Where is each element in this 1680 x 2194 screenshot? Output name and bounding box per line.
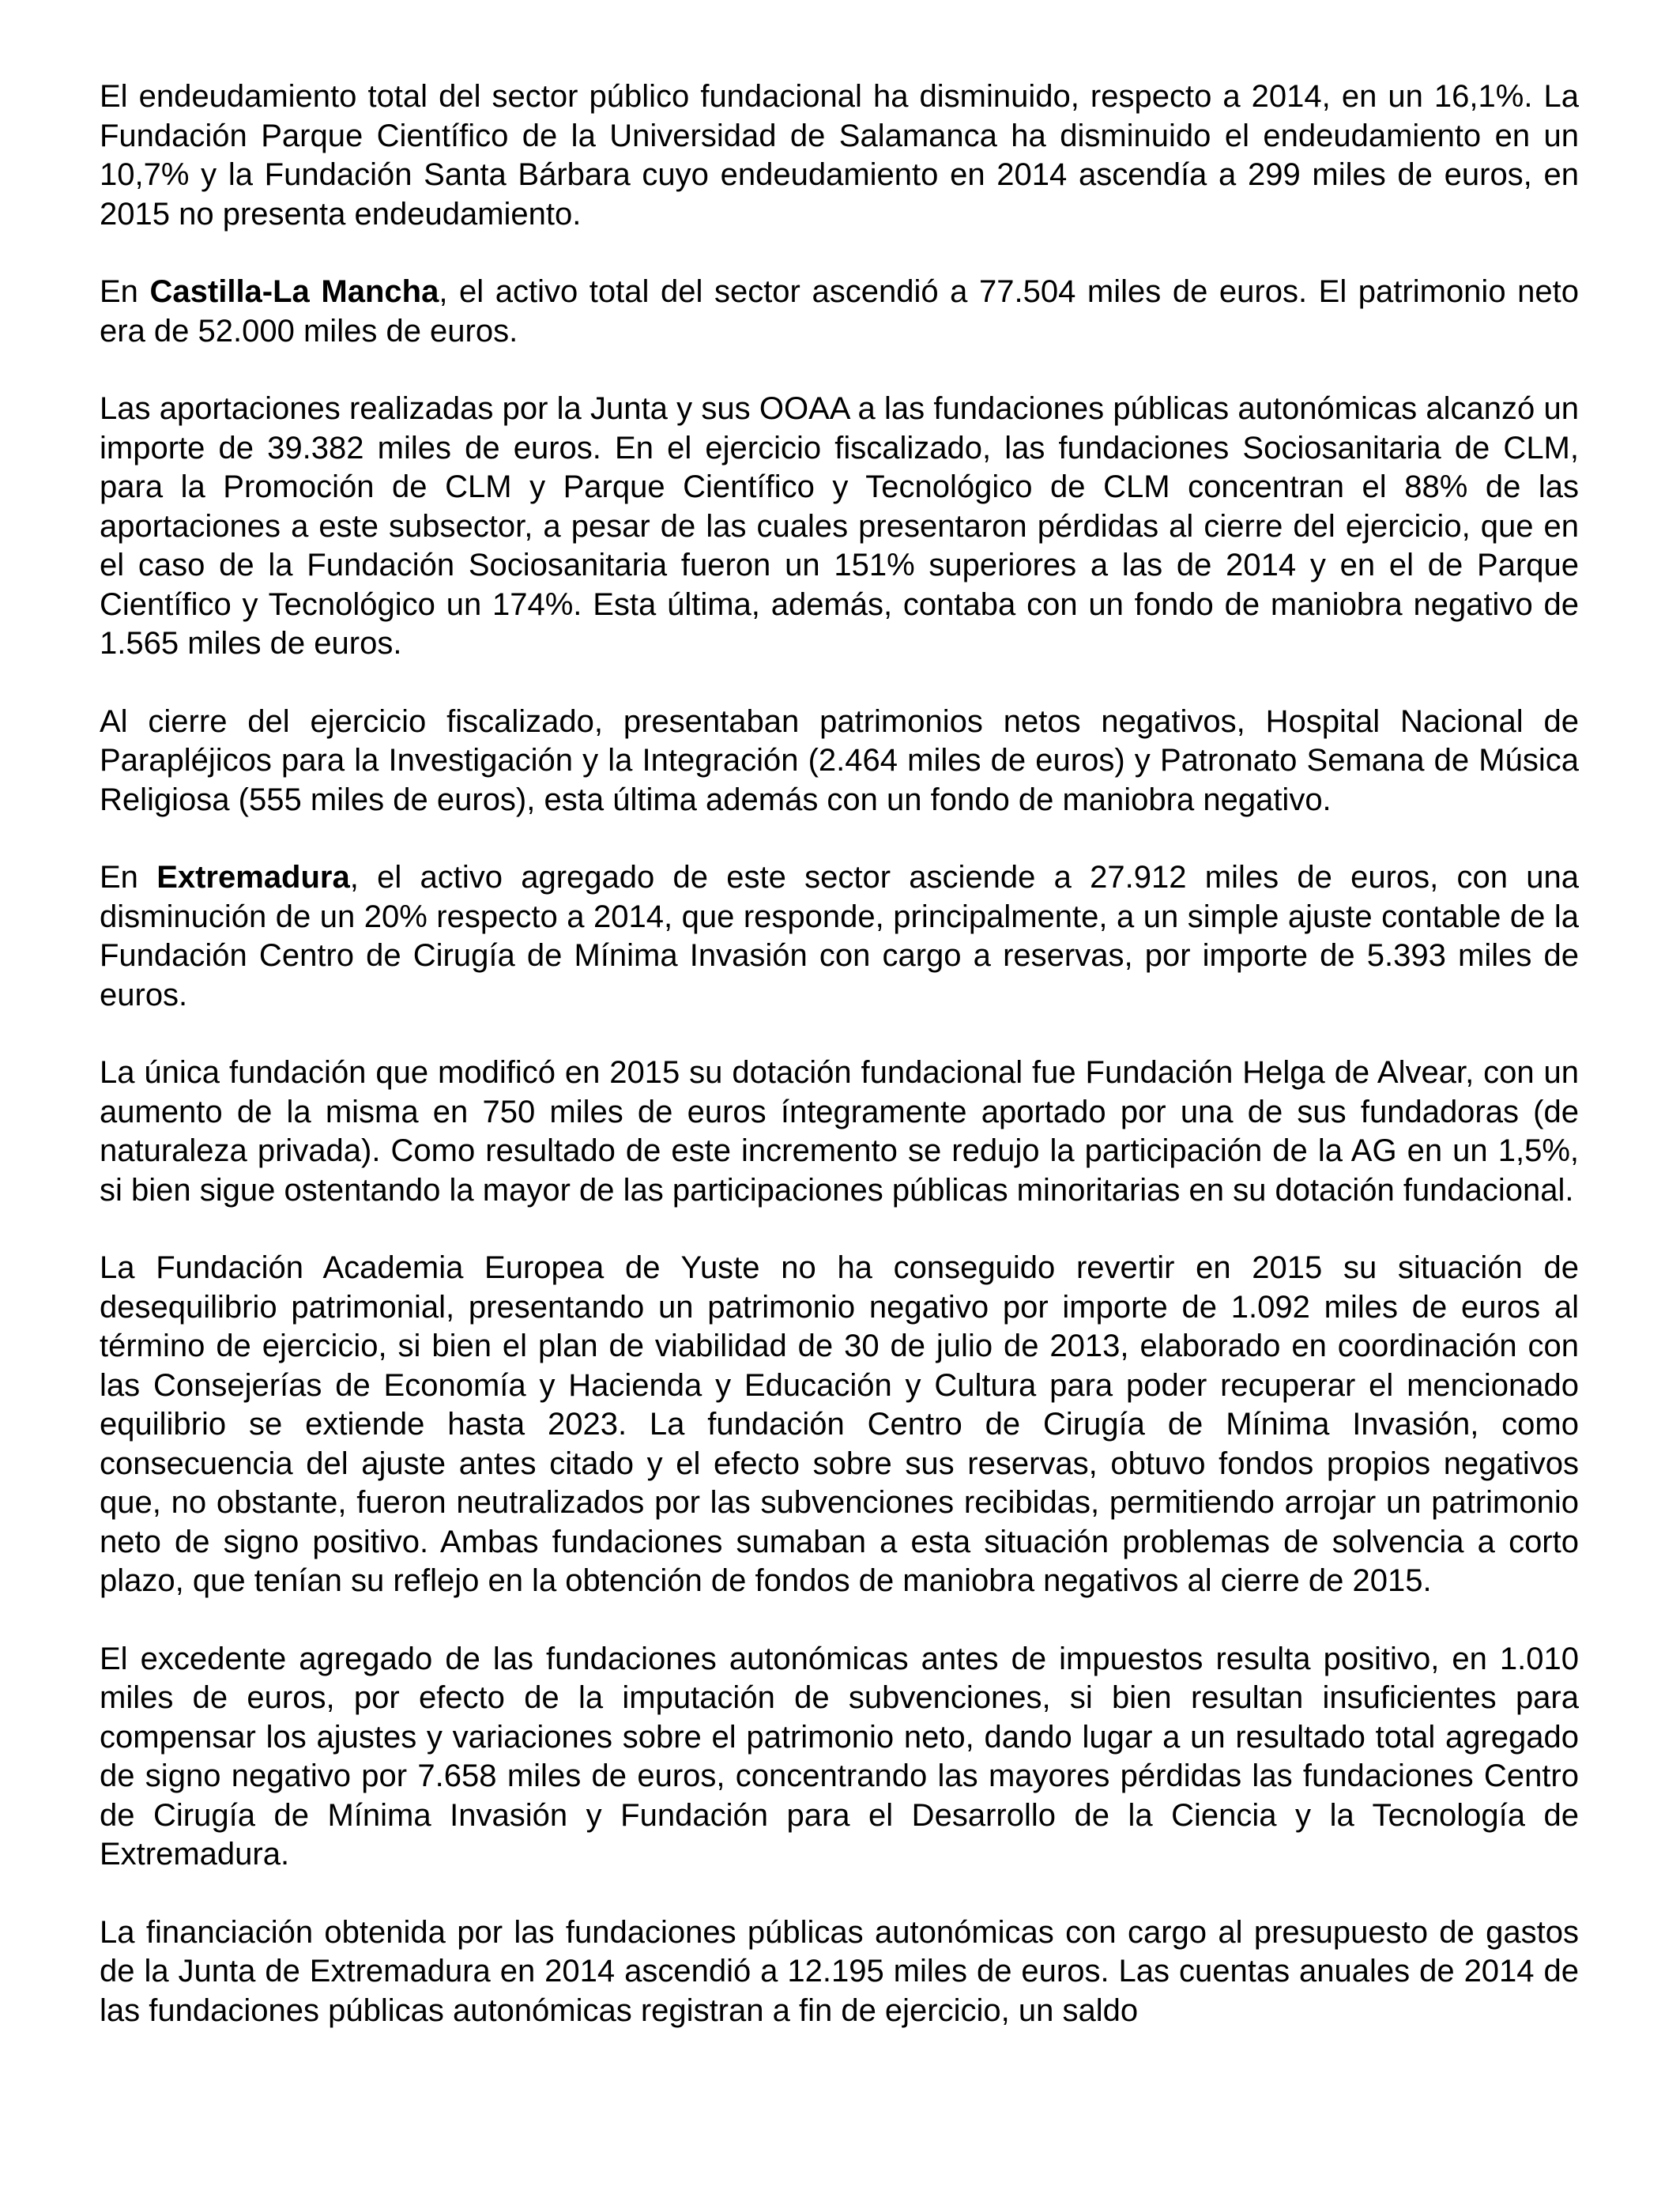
paragraph-aportaciones-junta: Las aportaciones realizadas por la Junta y sus OOAA a las fundaciones públicas autonómicas alcanzó un importe de 39.382 miles de euros. En el ejercicio fiscalizado, las fundaciones Sociosanitaria de CLM, para la Promoción de CLM y Parque Científico y Tecnológico de CLM concentran el 88% de las aportaciones a este subsector, a pesar de las cuales presentaron pérdidas al cierre del ejercicio, que en el caso de la Fundación Sociosanitaria fueron un 151% superiores a las de 2014 y en el de Parque Científico y Tecnológico un 174%. Esta última, además, contaba con un fondo de maniobra negativo de 1.565 miles de euros. <box>100 391 1579 661</box>
paragraph-excedente-agregado: El excedente agregado de las fundaciones autonómicas antes de impuestos resulta positivo, en 1.010 miles de euros, por efecto de la imputación de subvenciones, si bien resultan insuficientes para compensar los ajustes y variaciones sobre el patrimonio neto, dando lugar a un resultado total agregado de signo negativo por 7.658 miles de euros, concentrando las mayores pérdidas las fundaciones Centro de Cirugía de Mínima Invasión y Fundación para el Desarrollo de la Ciencia y la Tecnología de Extremadura. <box>100 1641 1579 1872</box>
paragraph-patrimonios-negativos: Al cierre del ejercicio fiscalizado, presentaban patrimonios netos negativos, Hospital Nacional de Parapléjicos para la Investigación y la Integración (2.464 miles de euros) y Patronato Semana de Música Religiosa (555 miles de euros), esta última además con un fondo de maniobra negativo. <box>100 703 1579 817</box>
paragraph-castilla-la-mancha-activo: En Castilla-La Mancha, el activo total del sector ascendió a 77.504 miles de euros. El patrimonio neto era de 52.000 miles de euros. <box>100 274 1579 349</box>
paragraph-endeudamiento: El endeudamiento total del sector público fundacional ha disminuido, respecto a 2014, en un 16,1%. La Fundación Parque Científico de la Universidad de Salamanca ha disminuido el endeudamiento en un 10,7% y la Fundación Santa Bárbara cuyo endeudamiento en 2014 ascendía a 299 miles de euros, en 2015 no presenta endeudamiento. <box>100 79 1579 232</box>
paragraph-financiacion-junta: La financiación obtenida por las fundaciones públicas autonómicas con cargo al presupuesto de gastos de la Junta de Extremadura en 2014 ascendió a 12.195 miles de euros. Las cuentas anuales de 2014 de las fundaciones públicas autonómicas registran a fin de ejercicio, un saldo <box>100 1914 1579 2028</box>
paragraph-helga-de-alvear: La única fundación que modificó en 2015 su dotación fundacional fue Fundación Helga de Alvear, con un aumento de la misma en 750 miles de euros íntegramente aportado por una de sus fundadoras (de naturaleza privada). Como resultado de este incremento se redujo la participación de la AG en un 1,5%, si bien sigue ostentando la mayor de las participaciones públicas minoritarias en su dotación fundacional. <box>100 1055 1579 1208</box>
document-page <box>100 77 1579 2030</box>
paragraph-extremadura-activo: En Extremadura, el activo agregado de este sector asciende a 27.912 miles de euros, con una disminución de un 20% respecto a 2014, que responde, principalmente, a un simple ajuste contable de la Fundación Centro de Cirugía de Mínima Invasión con cargo a reservas, por importe de 5.393 miles de euros. <box>100 860 1579 1012</box>
region-heading-castilla-la-mancha: Castilla-La Mancha <box>149 274 439 309</box>
region-heading-extremadura: Extremadura <box>156 860 350 895</box>
paragraph-academia-yuste: La Fundación Academia Europea de Yuste no ha conseguido revertir en 2015 su situación de desequilibrio patrimonial, presentando un patrimonio negativo por importe de 1.092 miles de euros al término de ejercicio, si bien el plan de viabilidad de 30 de julio de 2013, elaborado en coordinación con las Consejerías de Economía y Hacienda y Educación y Cultura para poder recuperar el mencionado equilibrio se extiende hasta 2023. La fundación Centro de Cirugía de Mínima Invasión, como consecuencia del ajuste antes citado y el efecto sobre sus reservas, obtuvo fondos propios negativos que, no obstante, fueron neutralizados por las subvenciones recibidas, permitiendo arrojar un patrimonio neto de signo positivo. Ambas fundaciones sumaban a esta situación problemas de solvencia a corto plazo, que tenían su reflejo en la obtención de fondos de maniobra negativos al cierre de 2015. <box>100 1250 1579 1598</box>
